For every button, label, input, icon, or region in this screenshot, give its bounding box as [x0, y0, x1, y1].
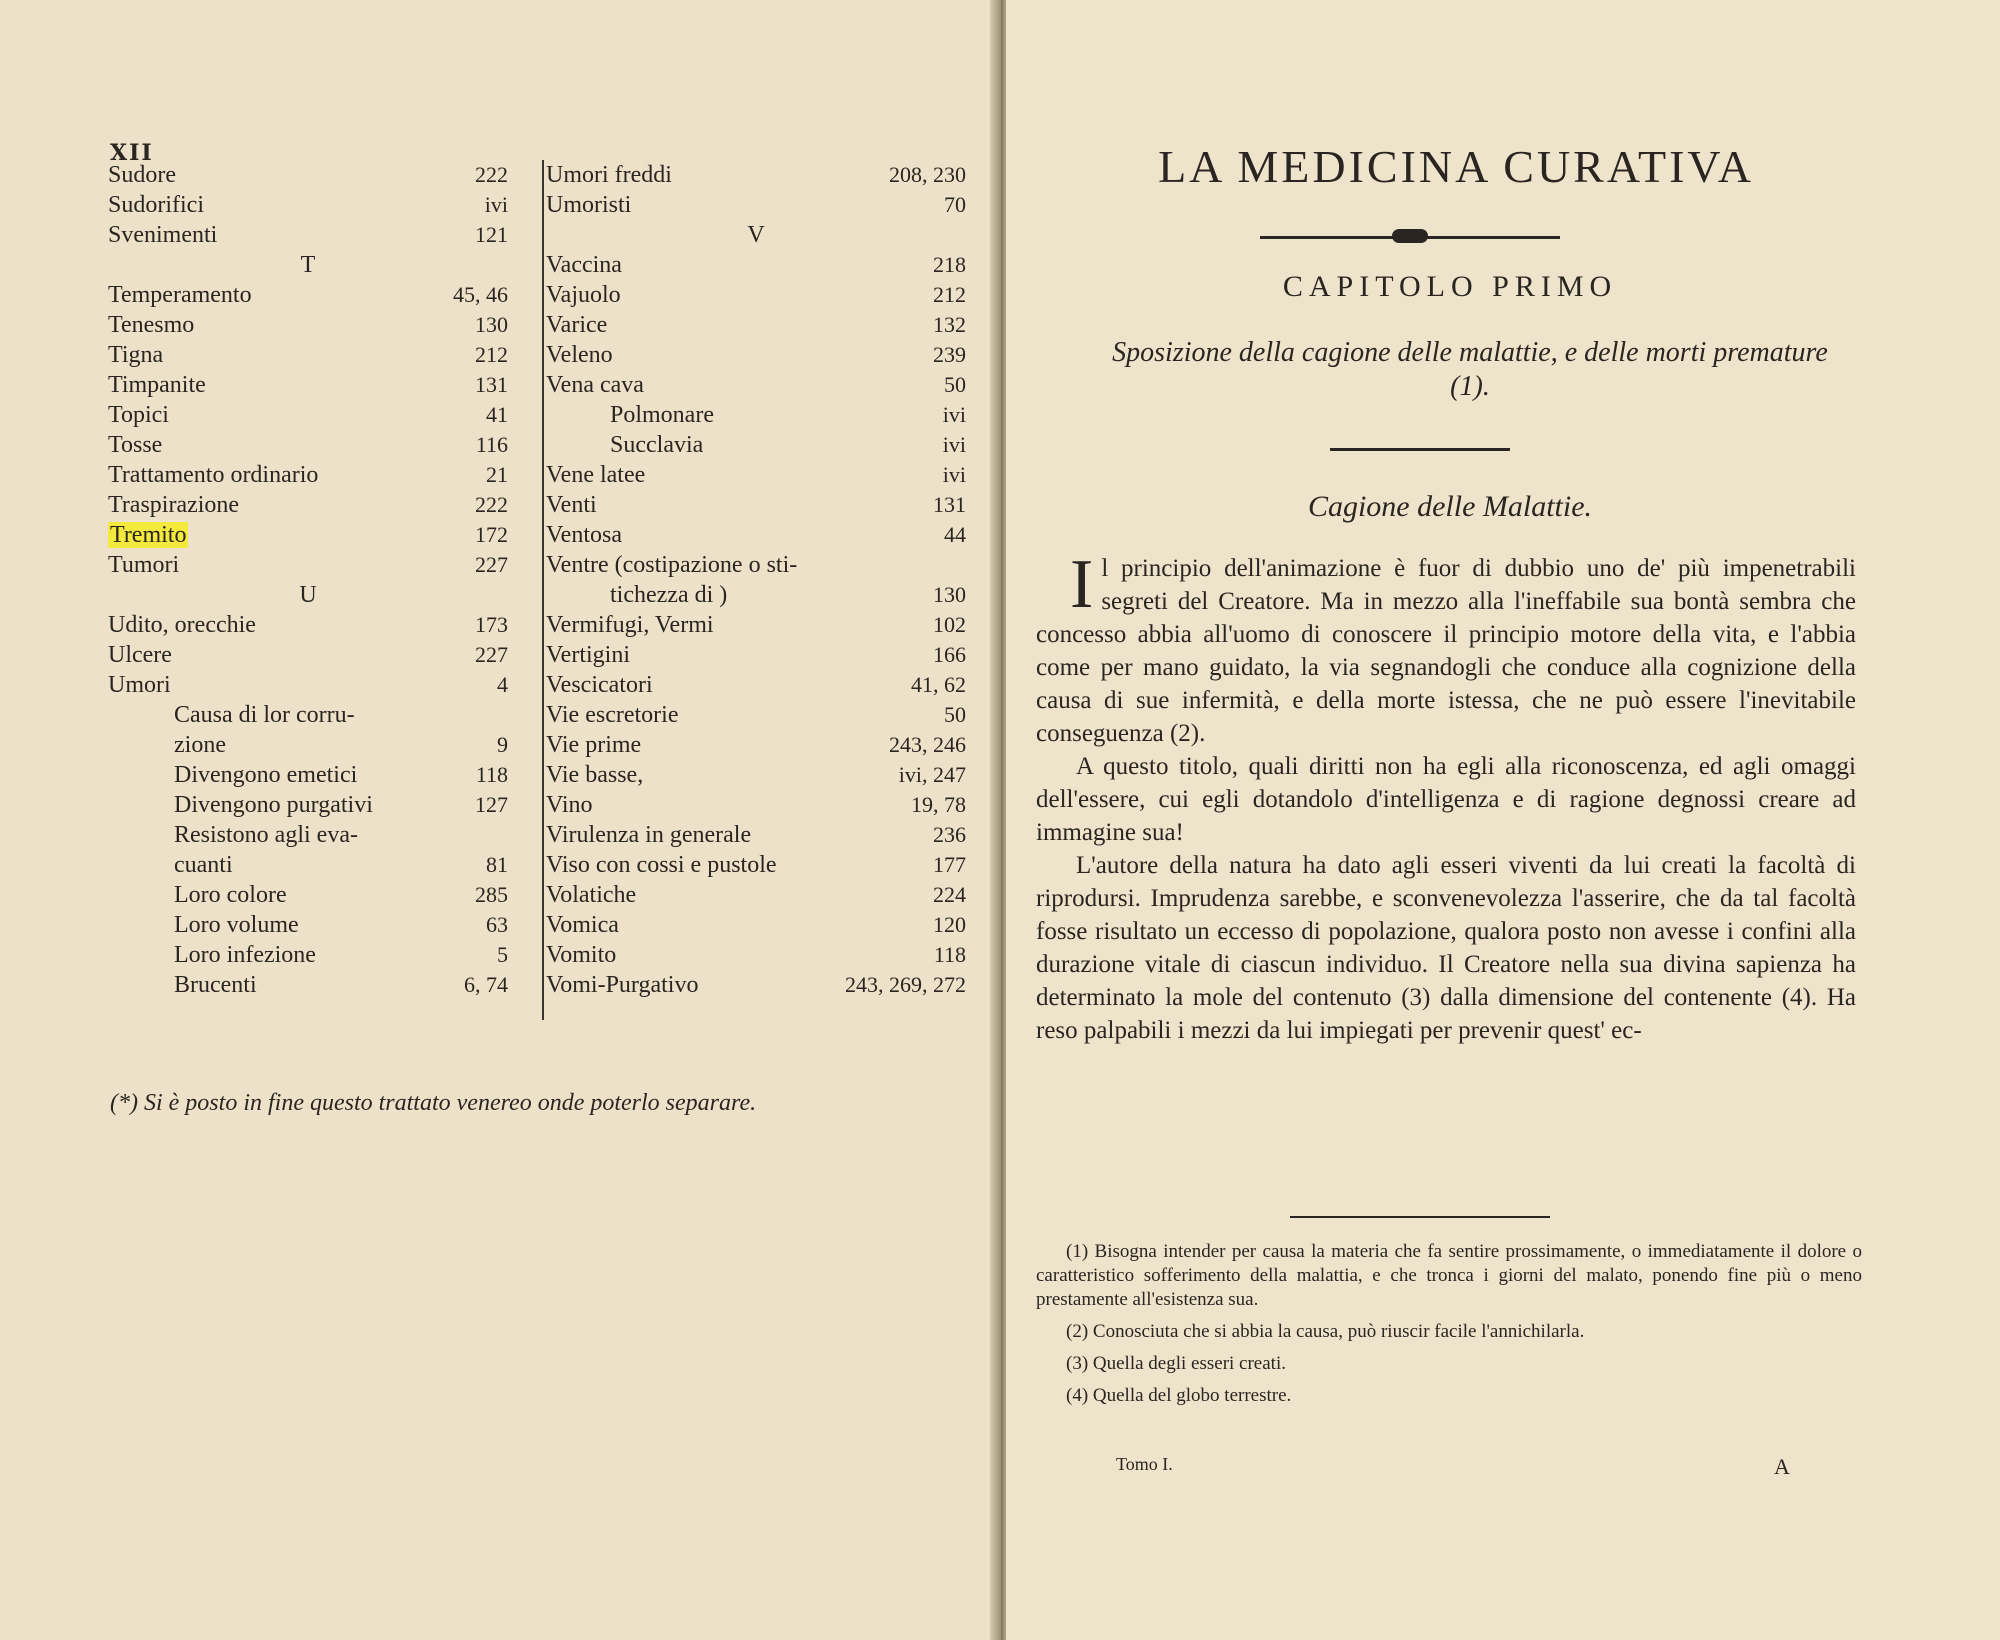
index-entry-term-text: Loro colore: [174, 882, 287, 908]
footnote-rule: [1290, 1216, 1550, 1218]
index-entry: [108, 460, 508, 490]
index-entry-page: ivi, 247: [898, 762, 966, 787]
index-note: (*) Si è posto in fine questo trattato venereo onde poterlo separare.: [110, 1090, 757, 1116]
index-entry-page: 41, 62: [911, 672, 966, 697]
index-entry: [108, 760, 508, 790]
index-entry: [546, 700, 966, 730]
index-entry-term: [174, 970, 257, 1000]
index-entry-term: [108, 610, 256, 640]
index-entry-term-text: Brucenti: [174, 972, 257, 998]
index-entry-term-text: Virulenza in generale: [546, 822, 752, 848]
index-entry-term-text: Tenesmo: [108, 312, 195, 338]
index-entry-term-text: Loro volume: [174, 912, 299, 938]
index-entry: [546, 970, 966, 1000]
index-entry-term: [108, 400, 169, 430]
index-entry-term: [108, 370, 206, 400]
title-ornament-center: [1392, 229, 1428, 243]
index-entry-term: [108, 310, 194, 340]
index-entry: [546, 190, 966, 220]
index-entry-term: [174, 760, 357, 790]
index-entry-term: [108, 160, 176, 190]
index-entry-page: 19, 78: [911, 792, 966, 817]
index-entry-page: 227: [475, 552, 508, 577]
index-entry: [108, 190, 508, 220]
index-entry-term: [546, 700, 678, 730]
index-entry: [546, 490, 966, 520]
index-letter: V: [747, 222, 765, 248]
index-entry-term: [610, 430, 703, 460]
book-title: LA MEDICINA CURATIVA: [1158, 141, 1754, 192]
index-entry: [108, 730, 508, 760]
index-entry-term-text: Vermifugi, Vermi: [546, 612, 714, 638]
index-entry: [108, 940, 508, 970]
index-entry-term: [174, 700, 355, 730]
index-entry-term: [174, 940, 316, 970]
index-entry: [546, 250, 966, 280]
index-entry-page: ivi: [484, 192, 508, 217]
index-entry-term: [546, 550, 797, 580]
index-entry-term: [108, 220, 217, 250]
index-entry-term: [108, 490, 239, 520]
index-entry-term: [546, 760, 643, 790]
index-entry: [108, 370, 508, 400]
chapter-subtitle: Sposizione della cagione delle malattie, e delle morti premature (1).: [1112, 337, 1828, 402]
index-entry-page: 118: [933, 942, 966, 967]
index-entry-term: [546, 520, 622, 550]
index-entry: [546, 760, 966, 790]
paragraph-3: L'autore della natura ha dato agli esseri viventi da lui creati la facoltà di riprodursi. Imprudenza sarebbe, e sconvenevolezza l'asserire, che da tal facoltà fosse risultato un eccesso di popolazione, qualora posto non avesse i confini alla durazione vitale di ciascun individuo. Il Creatore nella sua divina sapienza ha determinato la mole del contenuto (3) dalla dimensione del contenente (4). Ha reso palpabili i mezzi da lui impiegati per prevenir quest' ec-: [1036, 852, 1856, 1044]
index-entry-term-text: Vajuolo: [546, 282, 621, 308]
index-entry-term-text: Umori: [108, 672, 171, 698]
index-entry-page: 243, 269, 272: [845, 972, 966, 997]
index-entry-page: 218: [933, 252, 966, 277]
index-entry-page: 227: [475, 642, 508, 667]
index-entry: [108, 280, 508, 310]
index-entry-page: 222: [475, 492, 508, 517]
index-entry-page: 120: [933, 912, 966, 937]
index-entry-term: [546, 340, 613, 370]
index-column-2: [546, 160, 966, 1000]
index-entry: [546, 310, 966, 340]
footnote-3: (3) Quella degli esseri creati.: [1066, 1353, 1286, 1374]
index-entry-page: 9: [497, 732, 508, 757]
index-entry-term-text: Vie escretorie: [546, 702, 679, 728]
body-text: [1036, 546, 1856, 1047]
index-entry: [108, 880, 508, 910]
index-entry: [546, 670, 966, 700]
index-entry-page: 177: [933, 852, 966, 877]
index-entry-term-text: Vomica: [546, 912, 619, 938]
index-entry-page: 212: [475, 342, 508, 367]
index-entry: [546, 400, 966, 430]
index-entry-page: ivi: [942, 402, 966, 427]
index-entry: [108, 340, 508, 370]
index-entry-term: [108, 190, 204, 220]
page-number: XII: [110, 140, 154, 166]
index-entry-term: [546, 250, 622, 280]
index-entry-term-text: Vescicatori: [546, 672, 653, 698]
section-ornament-rule: [1330, 448, 1510, 451]
index-entry-term-text: Ventre (costipazione o sti-: [546, 552, 798, 578]
index-column-1: [108, 160, 508, 1000]
index-letter-heading: [108, 580, 508, 610]
index-entry-term: [174, 910, 299, 940]
index-entry-page: 131: [475, 372, 508, 397]
index-entry: [546, 280, 966, 310]
chapter-heading: CAPITOLO PRIMO: [1282, 270, 1618, 303]
index-entry-term: [174, 820, 358, 850]
index-entry-term-text: Ulcere: [108, 642, 172, 668]
index-entry-term: [546, 880, 636, 910]
index-entry-page: 70: [944, 192, 966, 217]
index-entry-term: [108, 550, 179, 580]
footnote-1: (1) Bisogna intender per causa la materia che fa sentire prossimamente, o immediatamente il dolore o caratteristico sofferimento della malattia, e che tronca i giorni del malato, ponendo fine più o meno prestamente all'esistenza sua.: [1036, 1241, 1862, 1310]
index-entry-page: 50: [944, 702, 966, 727]
index-entry-term-text: Tosse: [108, 432, 163, 458]
index-entry-term-text: Vie basse,: [546, 762, 644, 788]
index-entry-term-text: Tremito: [110, 522, 187, 548]
index-entry-term-text: tichezza di ): [610, 582, 728, 608]
index-entry-term-text: Loro infezione: [174, 942, 316, 968]
index-entry-term-text: Tumori: [108, 552, 180, 578]
index-entry-page: 121: [475, 222, 508, 247]
index-entry-page: 239: [933, 342, 966, 367]
index-entry-page: 118: [475, 762, 508, 787]
index-entry: [108, 790, 508, 820]
index-entry-term: [546, 490, 597, 520]
index-entry-page: 45, 46: [453, 282, 508, 307]
index-entry-page: 236: [933, 822, 966, 847]
index-entry: [546, 460, 966, 490]
index-entry: [108, 820, 508, 850]
index-entry: [108, 970, 508, 1000]
index-letter-heading: [546, 220, 966, 250]
index-entry-term-text: Vertigini: [546, 642, 630, 668]
index-entry-term-text: Sudore: [108, 162, 176, 188]
index-entry-term: [610, 580, 727, 610]
index-entry-term: [546, 790, 593, 820]
index-entry-term-text: Viso con cossi e pustole: [546, 852, 777, 878]
index-entry-term-text: Udito, orecchie: [108, 612, 256, 638]
index-entry-term-text: Vomi-Purgativo: [546, 972, 699, 998]
index-entry-term-text: Polmonare: [610, 402, 714, 428]
index-entry: [546, 790, 966, 820]
index-entry-term-text: Vino: [546, 792, 593, 818]
index-entry-term: [108, 670, 171, 700]
index-entry: [108, 430, 508, 460]
volume-label: Tomo I.: [1116, 1454, 1173, 1474]
index-entry-term: [174, 790, 373, 820]
index-entry-page: 224: [933, 882, 966, 907]
index-entry: [108, 550, 508, 580]
index-entry-page: 44: [944, 522, 966, 547]
index-entry-page: 172: [475, 522, 508, 547]
index-entry-page: ivi: [942, 432, 966, 457]
footnote-4: (4) Quella del globo terrestre.: [1066, 1385, 1292, 1406]
index-entry: [108, 640, 508, 670]
index-entry-term-text: Venti: [546, 492, 597, 518]
index-entry-term: [546, 820, 751, 850]
index-entry-term-text: Causa di lor corru-: [174, 702, 355, 728]
index-entry-page: 102: [933, 612, 966, 637]
index-entry-term: [108, 340, 163, 370]
index-entry-term-text: Trattamento ordinario: [108, 462, 319, 488]
index-entry-term: [546, 610, 714, 640]
index-entry-page: 131: [933, 492, 966, 517]
index-entry-term-text: Succlavia: [610, 432, 704, 458]
left-page-index: [0, 0, 998, 1640]
index-entry-term-text: Temperamento: [108, 282, 252, 308]
section-heading: Cagione delle Malattie.: [1307, 490, 1593, 523]
index-letter: T: [300, 252, 316, 278]
index-entry: [546, 610, 966, 640]
index-entry-term-text: Vena cava: [546, 372, 644, 398]
index-entry-page: 285: [475, 882, 508, 907]
index-entry-term: [108, 280, 252, 310]
index-entry: [108, 670, 508, 700]
index-entry-page: 127: [475, 792, 508, 817]
index-entry-term: [546, 370, 644, 400]
index-letter: U: [299, 582, 317, 608]
index-entry: [546, 340, 966, 370]
index-entry-term: [108, 460, 318, 490]
index-entry-page: 212: [933, 282, 966, 307]
index-entry-term: [546, 910, 619, 940]
index-entry: [108, 220, 508, 250]
index-entry-term: [546, 460, 645, 490]
index-entry-page: 63: [486, 912, 508, 937]
footnotes: [1036, 1240, 1862, 1416]
index-entry-term-text: Varice: [546, 312, 608, 338]
index-entry-term-text: Veleno: [546, 342, 613, 368]
index-entry-term: [108, 430, 162, 460]
index-entry: [546, 880, 966, 910]
index-entry: [108, 850, 508, 880]
index-entry: [546, 940, 966, 970]
index-entry: [546, 520, 966, 550]
index-entry-term-text: Divengono purgativi: [174, 792, 373, 818]
index-entry: [546, 820, 966, 850]
index-entry-term: [546, 730, 641, 760]
index-entry-page: 81: [486, 852, 508, 877]
index-entry-term-text: Traspirazione: [108, 492, 240, 518]
index-entry-term: [174, 880, 287, 910]
index-entry-term: [108, 520, 188, 550]
paragraph-1: l principio dell'animazione è fuor di dubbio uno de' più impenetrabili segreti del Creatore. Ma in mezzo alla l'ineffabile sua bontà sembra che concesso abbia all'uomo di conoscere il principio motore della vita, e l'abbia come per mano guidato, la via segnandogli che conduce alla cognizione della causa di sue infermità, e della morte istessa, che ne può essere l'inevitabile conseguenza (2).: [1036, 555, 1856, 747]
index-entry-term: [546, 940, 616, 970]
index-entry-term-text: cuanti: [174, 852, 233, 878]
index-entry-term-text: Umoristi: [546, 192, 632, 218]
index-entry-page: 208, 230: [889, 162, 966, 187]
index-entry-term-text: Sudorifici: [108, 192, 204, 218]
index-entry: [108, 310, 508, 340]
index-entry-term-text: zione: [174, 732, 226, 758]
index-entry: [546, 850, 966, 880]
index-entry-term: [546, 190, 631, 220]
index-entry-page: 41: [486, 402, 508, 427]
index-entry-term-text: Svenimenti: [108, 222, 218, 248]
index-letter-heading: [108, 250, 508, 280]
index-entry-term-text: Volatiche: [546, 882, 637, 908]
index-entry-page: 6, 74: [464, 972, 508, 997]
index-entry: [108, 520, 508, 550]
index-entry-term: [546, 850, 777, 880]
index-entry: [108, 160, 508, 190]
index-entry: [546, 160, 966, 190]
index-entry-page: 130: [933, 582, 966, 607]
index-entry-page: ivi: [942, 462, 966, 487]
index-entry: [546, 730, 966, 760]
footnote-2: (2) Conosciuta che si abbia la causa, può riuscir facile l'annichilarla.: [1066, 1321, 1585, 1342]
drop-cap: I: [1070, 546, 1094, 623]
index-entry-term-text: Divengono emetici: [174, 762, 358, 788]
index-entry-page: 132: [933, 312, 966, 337]
index-entry-page: 243, 246: [889, 732, 966, 757]
index-entry-term-text: Ventosa: [546, 522, 622, 548]
index-entry-term: [546, 970, 698, 1000]
index-entry-page: 166: [933, 642, 966, 667]
index-entry-term: [546, 310, 607, 340]
index-entry: [108, 910, 508, 940]
index-entry-page: 130: [475, 312, 508, 337]
index-entry-term-text: Tigna: [108, 342, 164, 368]
index-entry: [108, 700, 508, 730]
column-divider: [542, 160, 544, 1020]
index-entry-term: [610, 400, 714, 430]
index-entry-page: 5: [497, 942, 508, 967]
index-entry-term: [174, 730, 226, 760]
index-entry-term-text: Vene latee: [546, 462, 646, 488]
index-entry-page: 4: [497, 672, 508, 697]
paragraph-2: A questo titolo, quali diritti non ha egli alla riconoscenza, ed agli omaggi dell'essere, cui egli dotandolo d'intelligenza e di ragione degnossi creare ad immagine sua!: [1036, 753, 1856, 846]
index-entry-term-text: Vie prime: [546, 732, 642, 758]
index-entry-term-text: Topici: [108, 402, 169, 428]
index-entry-page: 222: [475, 162, 508, 187]
index-entry: [108, 610, 508, 640]
index-entry: [546, 430, 966, 460]
index-entry-page: 50: [944, 372, 966, 397]
index-entry-page: 21: [486, 462, 508, 487]
index-entry: [108, 490, 508, 520]
index-entry-term-text: Resistono agli eva-: [174, 822, 358, 848]
signature-mark: A: [1774, 1454, 1790, 1479]
index-entry: [546, 580, 966, 610]
index-entry-term: [546, 160, 672, 190]
index-entry: [546, 910, 966, 940]
index-entry-term-text: Vaccina: [546, 252, 622, 278]
index-entry-term: [546, 280, 621, 310]
index-entry-term-text: Vomito: [546, 942, 617, 968]
index-entry-term: [108, 640, 172, 670]
index-entry-page: 116: [475, 432, 508, 457]
index-entry: [108, 400, 508, 430]
index-entry: [546, 370, 966, 400]
index-entry-page: 173: [475, 612, 508, 637]
index-entry-term: [174, 850, 233, 880]
index-entry-term-text: Umori freddi: [546, 162, 672, 188]
index-entry: [546, 550, 966, 580]
index-entry: [546, 640, 966, 670]
index-entry-term: [546, 640, 630, 670]
index-entry-term-text: Timpanite: [108, 372, 206, 398]
index-entry-term: [546, 670, 653, 700]
